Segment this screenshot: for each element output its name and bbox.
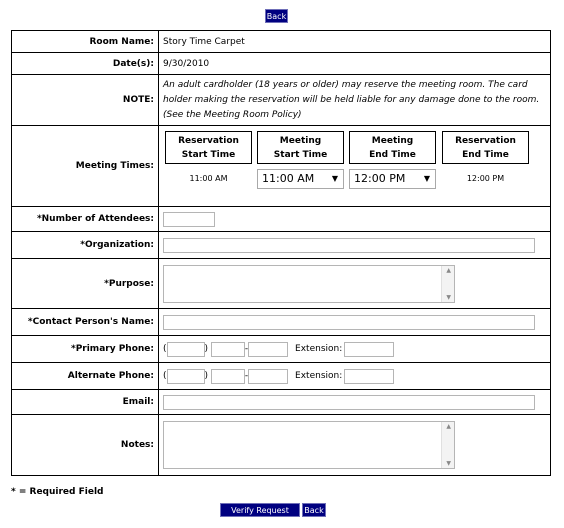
organization-input[interactable] bbox=[163, 238, 535, 253]
primary-phone-label: *Primary Phone: bbox=[12, 336, 159, 363]
note-text: An adult cardholder (18 years or older) may reserve the meeting room. The card holder making the reservation will be held liable for any damage done to the room. (See the Meeting Room Policy) bbox=[163, 79, 540, 120]
primary-extension-label: Extension: bbox=[295, 344, 343, 354]
paren-close: ) bbox=[204, 371, 209, 381]
reservation-start-header: Reservation Start Time bbox=[165, 131, 252, 164]
reservation-form bbox=[11, 30, 551, 476]
scroll-down-icon[interactable]: ▼ bbox=[446, 293, 451, 301]
meeting-end-select[interactable]: 12:00 PM ▼ bbox=[349, 169, 436, 189]
meeting-end-header: Meeting End Time bbox=[349, 131, 436, 164]
chevron-down-icon: ▼ bbox=[423, 174, 430, 183]
primary-area-code-input[interactable] bbox=[167, 342, 205, 357]
scroll-down-icon[interactable]: ▼ bbox=[446, 460, 451, 467]
organization-label: *Organization: bbox=[12, 232, 159, 259]
contact-label: *Contact Person's Name: bbox=[12, 309, 159, 336]
reservation-start-value: 11:00 AM bbox=[189, 174, 228, 183]
reservation-end-header: Reservation End Time bbox=[442, 131, 529, 164]
dates-value: 9/30/2010 bbox=[159, 53, 551, 75]
attendees-input[interactable] bbox=[163, 212, 215, 227]
meeting-times-grid bbox=[159, 126, 550, 206]
email-input[interactable] bbox=[163, 395, 535, 410]
scroll-up-icon[interactable]: ▲ bbox=[446, 423, 451, 430]
room-name-value: Story Time Carpet bbox=[159, 31, 551, 53]
chevron-down-icon: ▼ bbox=[331, 174, 338, 183]
meeting-start-select[interactable]: 11:00 AM ▼ bbox=[257, 169, 344, 189]
email-label: Email: bbox=[12, 390, 159, 415]
paren-open: ( bbox=[163, 344, 167, 354]
attendees-label: *Number of Attendees: bbox=[12, 207, 159, 232]
alternate-phone-label: Alternate Phone: bbox=[12, 363, 159, 390]
alternate-area-code-input[interactable] bbox=[167, 369, 205, 384]
paren-open: ( bbox=[163, 371, 167, 381]
reservation-end-value: 12:00 PM bbox=[466, 174, 505, 183]
purpose-textarea[interactable] bbox=[163, 265, 455, 303]
dash: - bbox=[244, 344, 249, 354]
scroll-up-icon[interactable]: ▲ bbox=[446, 266, 451, 274]
dash: - bbox=[244, 371, 249, 381]
required-field-note: * = Required Field bbox=[11, 487, 104, 497]
room-name-label: Room Name: bbox=[12, 31, 159, 53]
alternate-line-input[interactable] bbox=[248, 369, 288, 384]
verify-request-button[interactable]: Verify Request bbox=[220, 503, 300, 517]
alternate-extension-label: Extension: bbox=[295, 371, 343, 381]
dates-label: Date(s): bbox=[12, 53, 159, 75]
back-button-top[interactable]: Back bbox=[265, 9, 288, 23]
primary-line-input[interactable] bbox=[248, 342, 288, 357]
purpose-label: *Purpose: bbox=[12, 259, 159, 309]
primary-extension-input[interactable] bbox=[344, 342, 394, 357]
notes-textarea[interactable] bbox=[163, 421, 455, 469]
paren-close: ) bbox=[204, 344, 209, 354]
alternate-prefix-input[interactable] bbox=[211, 369, 245, 384]
back-button-bottom[interactable]: Back bbox=[302, 503, 326, 517]
note-label: NOTE: bbox=[12, 75, 159, 126]
contact-input[interactable] bbox=[163, 315, 535, 330]
meeting-times-label: Meeting Times: bbox=[12, 126, 159, 207]
alternate-extension-input[interactable] bbox=[344, 369, 394, 384]
notes-label: Notes: bbox=[12, 415, 159, 476]
meeting-start-header: Meeting Start Time bbox=[257, 131, 344, 164]
primary-prefix-input[interactable] bbox=[211, 342, 245, 357]
